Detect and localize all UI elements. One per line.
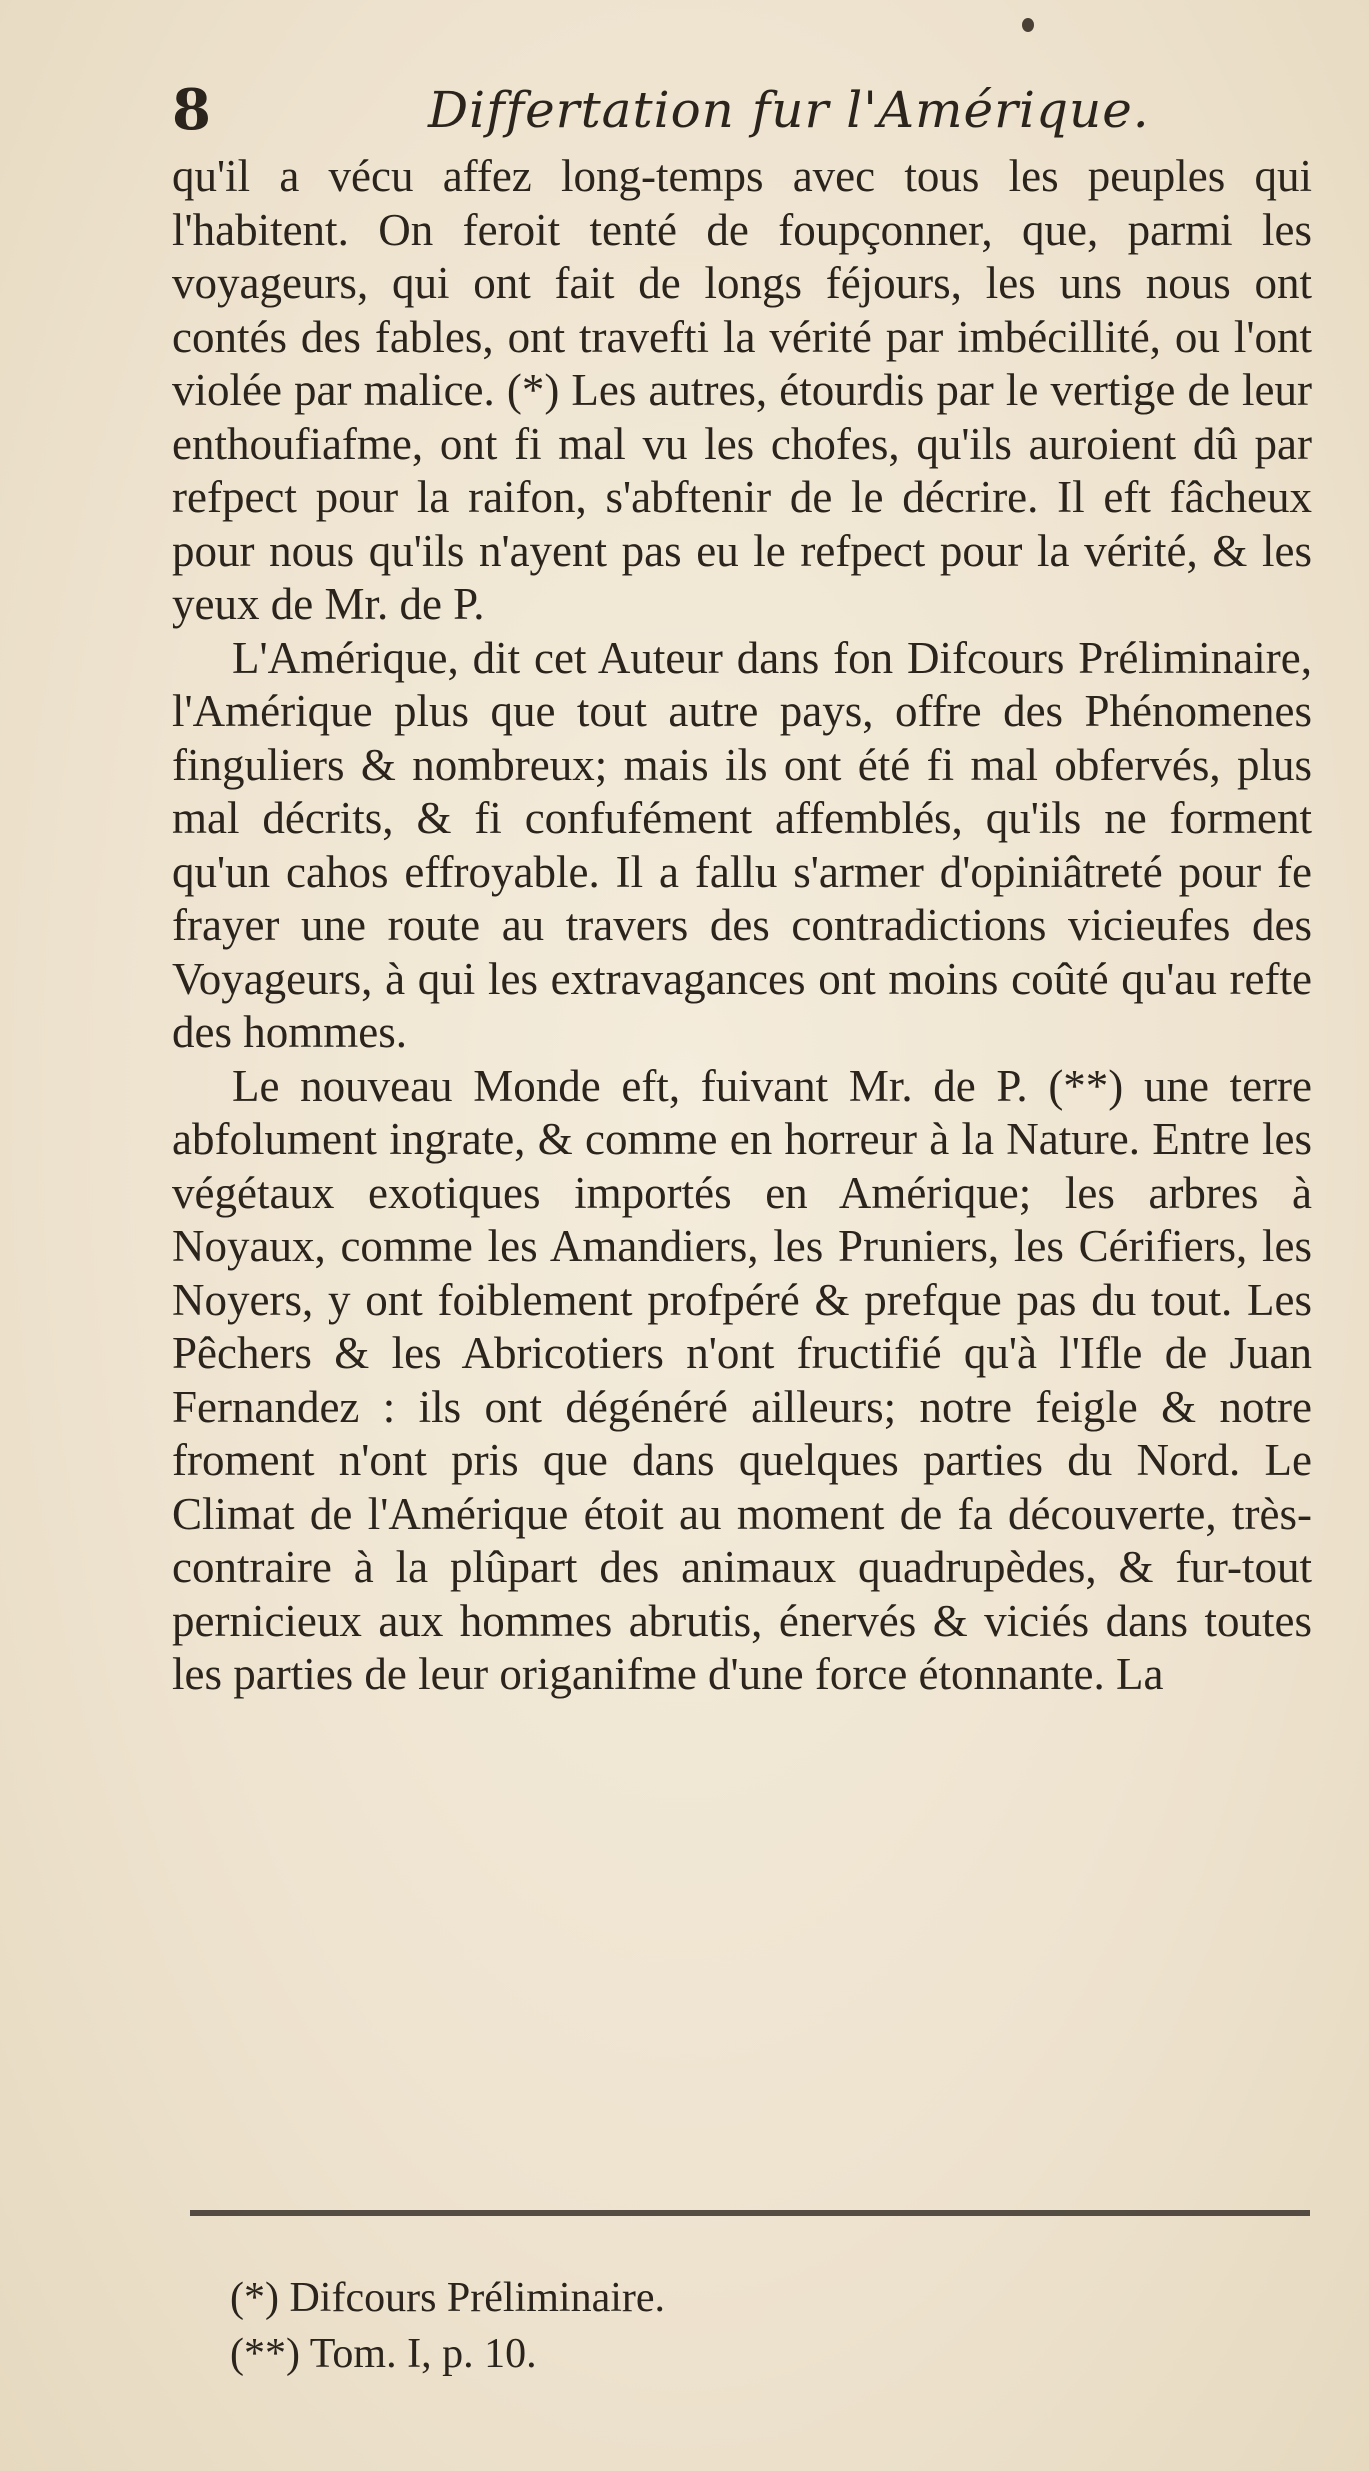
footnote-1	[200, 2270, 1200, 2326]
footnote-2-text: (**) Tom. I, p. 10.	[230, 2331, 537, 2377]
page-header	[172, 70, 1312, 150]
page-number: 8	[172, 77, 211, 143]
ink-dot	[1022, 18, 1034, 32]
paragraph-1: qu'il a vécu affez long-temps avec tous les peuples qui l'habitent. On feroit tenté de foupçonner, que, parmi les voyageurs, qui ont fait de longs féjours, les uns nous ont contés des fables, ont travefti la vérité par imbécillité, ou l'ont violée par malice. (*) Les autres, étourdis par le vertige de leur enthoufiafme, ont fi mal vu les chofes, qu'ils auroient dû par refpect pour la raifon, s'abftenir de le décrire. Il eft fâcheux pour nous qu'ils n'ayent pas eu le refpect pour la vérité, & les yeux de Mr. de P.	[172, 151, 1312, 629]
running-title: Differtation fur l'Amérique.	[428, 81, 1150, 139]
footnote-rule	[190, 2210, 1310, 2216]
footnote-1-text: (*) Difcours Préliminaire.	[230, 2275, 666, 2321]
paragraph-3: Le nouveau Monde eft, fuivant Mr. de P. (**) une terre abfolument ingrate, & comme en horreur à la Nature. Entre les végétaux exotiques importés en Amérique; les arbres à Noyaux, comme les Amandiers, les Pruniers, les Cérifiers, les Noyers, y ont foiblement profpéré & prefque pas du tout. Les Pêchers & les Abricotiers n'ont fructifié qu'à l'Ifle de Juan Fernandez : ils ont dégénéré ailleurs; notre feigle & notre froment n'ont pris que dans quelques parties du Nord. Le Climat de l'Amérique étoit au moment de fa découverte, très-contraire à la plûpart des animaux quadrupèdes, & fur-tout pernicieux aux hommes abrutis, énervés & viciés dans toutes les parties de leur origanifme d'une force étonnante. La	[172, 1060, 1312, 1699]
paragraph-2: L'Amérique, dit cet Auteur dans fon Difcours Préliminaire, l'Amérique plus que tout autre pays, offre des Phénomenes finguliers & nombreux; mais ils ont été fi mal obfervés, plus mal décrits, & fi confufément affemblés, qu'ils ne forment qu'un cahos effroyable. Il a fallu s'armer d'opiniâtreté pour fe frayer une route au travers des contradictions vicieufes des Voyageurs, à qui les extravagances ont moins coûté qu'au refte des hommes.	[172, 632, 1312, 1057]
footnotes	[200, 2270, 1200, 2382]
footnote-2	[200, 2326, 1200, 2382]
body-text	[172, 150, 1312, 1702]
